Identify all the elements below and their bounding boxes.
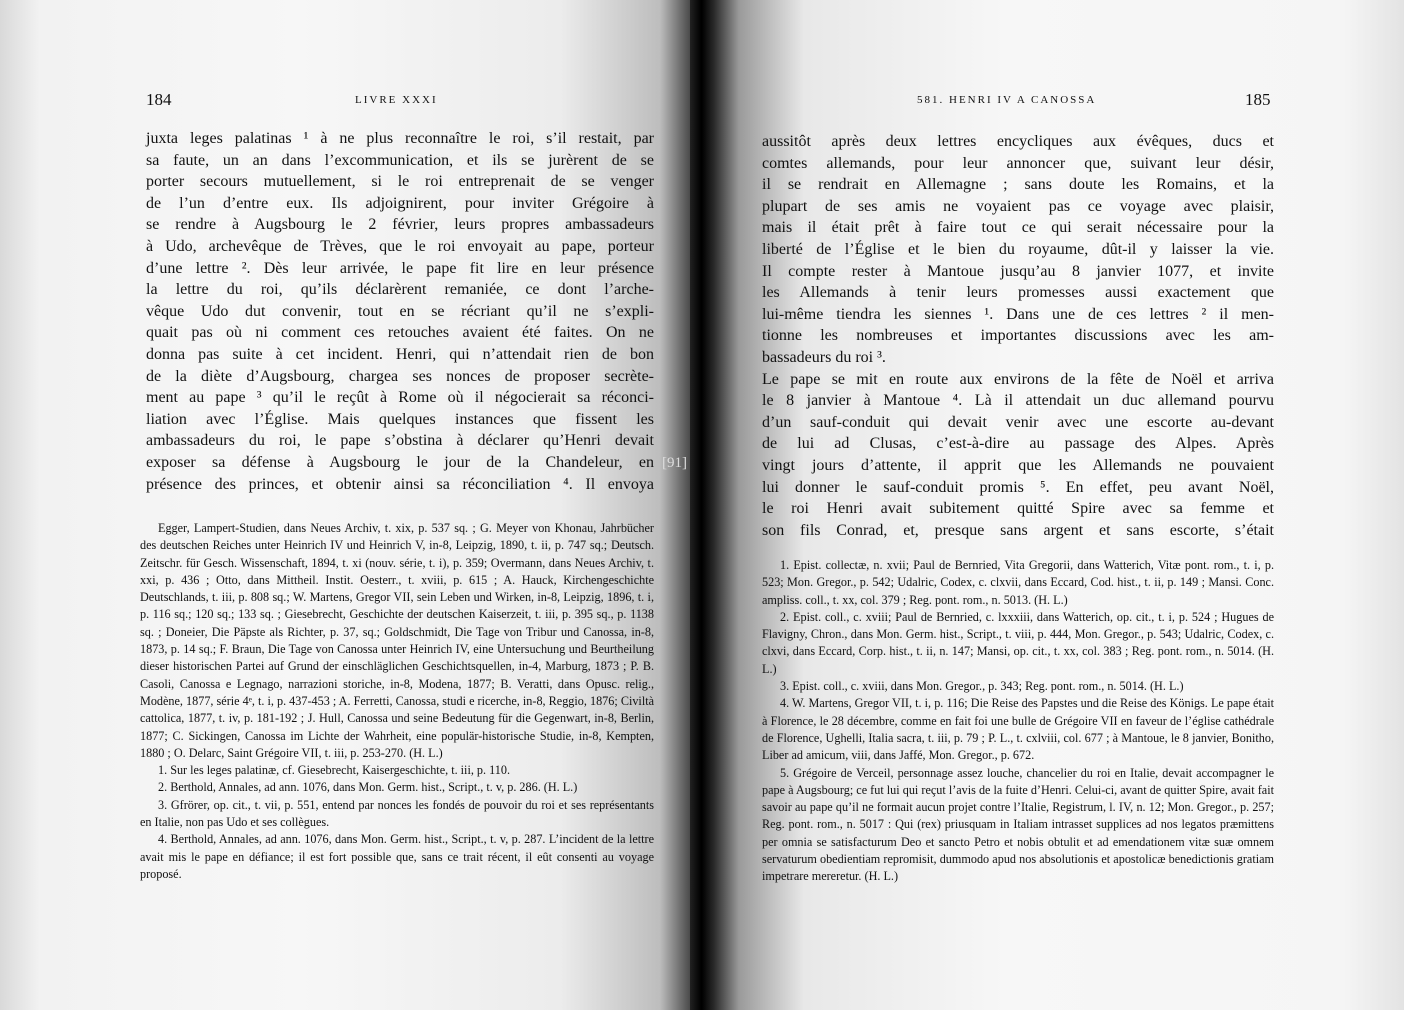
body-line: donna pas suite à cet incident. Henri, qui n’attendait rien de bon: [146, 345, 654, 363]
body-line: d’une lettre ². Dès leur arrivée, le pape fit lire en leur présence: [146, 259, 654, 277]
body-line: de lui ad Clusas, c’est-à-dire au passage des Alpes. Après: [762, 435, 1274, 453]
footnote-1: 1. Sur les leges palatinæ, cf. Giesebrecht, Kaisergeschichte, t. iii, p. 110.: [158, 763, 510, 778]
body-line: ambassadeurs du roi, le pape s’obstina à déclarer qu’Henri devait: [146, 432, 654, 450]
body-line: tionne les nombreuses et importantes discussions avec les am-: [762, 327, 1274, 345]
body-line: le roi Henri avait subitement quitté Spire avec sa femme et: [762, 500, 1274, 518]
footnote-2: 2. Berthold, Annales, ad ann. 1076, dans Mon. Germ. hist., Script., t. v, p. 286. (H. L.): [158, 780, 578, 795]
body-line: se rendre à Augsbourg le 2 février, leurs propres ambassadeurs: [146, 216, 654, 234]
body-line: ment au pape ³ qu’il le reçût à Rome où il négocierait sa réconci-: [146, 389, 654, 407]
left-body: [146, 128, 654, 495]
body-line: exposer sa défense à Augsbourg le jour de la Chandeleur, en: [146, 453, 654, 471]
body-line: vêque Udo dut convenir, tout en se récriant qu’il ne s’expli-: [146, 302, 654, 320]
footnote-2: 2. Epist. coll., c. xviii; Paul de Bernried, c. lxxxiii, dans Watterich, op. cit., t. i, p. 524 ; Hugues de Flavigny, Chron., dans Mon. Germ. hist., Script., t. viii, p. 444, Mon. Gregor., p. 543; Udalric, Codex, c. clxvi, dans Eccard, Corp. hist., t. ii, n. 147; Mansi, op. cit., t. xx, col. 383 ; Reg. pont. rom., n. 5014. (H. L.): [762, 609, 1274, 676]
body-line: Il compte rester à Mantoue jusqu’au 8 janvier 1077, et invite: [762, 262, 1274, 280]
body-line: aussitôt après deux lettres encycliques aux évêques, ducs et: [762, 133, 1274, 150]
body-line: mais il était prêt à faire tout ce qui serait nécessaire pour la: [762, 219, 1274, 237]
left-page-number: 184: [146, 90, 172, 109]
body-line: de la diète d’Augsbourg, chargea ses nonces de proposer secrète-: [146, 367, 654, 385]
left-footnotes: [140, 520, 654, 883]
body-line: de l’un d’entre eux. Ils adjoignirent, pour inviter Grégoire à: [146, 194, 654, 212]
footnote-3: 3. Gfrörer, op. cit., t. vii, p. 551, entend par nonces les fondés de pouvoir du roi et ses représentants en Italie, non pas Udo et ses collègues.: [140, 797, 654, 830]
body-line: à Udo, archevêque de Trèves, que le roi envoyait au pape, porteur: [146, 237, 654, 255]
body-line: lui-même tiendra les siennes ¹. Dans une de ces lettres ² il men-: [762, 305, 1274, 323]
footnote-4: 4. Berthold, Annales, ad ann. 1076, dans Mon. Germ. hist., Script., t. v, p. 287. L’incident de la lettre avait mis le pape en défiance; il est fort possible que, sans ce trait récent, il eût consenti au voyage proposé.: [140, 832, 654, 881]
body-line: vingt jours d’attente, il apprit que les Allemands ne pouvaient: [762, 456, 1274, 474]
body-line: les Allemands à tenir leurs promesses aussi exactement que: [762, 284, 1274, 302]
marginal-page-ref: [91]: [662, 455, 687, 471]
body-line: porter secours mutuellement, si le roi entreprenait de se venger: [146, 173, 654, 191]
right-footnotes: [762, 557, 1274, 886]
body-line: son fils Conrad, et, presque sans argent et sans escorte, s’était: [762, 521, 1274, 539]
body-line: le 8 janvier à Mantoue ⁴. Là il attendait un duc allemand pourvu: [762, 392, 1274, 410]
footnote-3: 3. Epist. coll., c. xviii, dans Mon. Gregor., p. 343; Reg. pont. rom., n. 5014. (H. L.): [780, 679, 1184, 694]
body-line: il se rendrait en Allemagne ; sans doute les Romains, et la: [762, 176, 1274, 194]
right-page: [702, 0, 1404, 1010]
body-line: bassadeurs du roi ³.: [762, 348, 886, 366]
right-body: [762, 131, 1274, 541]
body-line: liberté de l’Église et le bien du royaume, dût-il y laisser la vie.: [762, 240, 1274, 258]
body-line: sa faute, un an dans l’excommunication, et ils se jurèrent de se: [146, 151, 654, 169]
body-line: présence des princes, et obtenir ainsi sa réconciliation ⁴. Il envoya: [146, 475, 654, 493]
body-line: quait pas où ni comment ces retouches avaient été faites. On ne: [146, 324, 654, 342]
footnote-4: 4. W. Martens, Gregor VII, t. i, p. 116; Die Reise des Papstes und die Reise des Königs. Le pape était à Florence, le 28 décembre, comme en fait foi une bulle de Grégoire VII en faveur de l’église cathédrale de Florence, Ughelli, Italia sacra, t. iii, p. 79 ; P. L., t. cxlviii, col. 677 ; à Mantoue, le 8 janvier, Bonitho, Liber ad amicum, viii, dans Jaffé, Mon. Gregor., p. 672.: [762, 696, 1274, 763]
footnote-1: 1. Epist. collectæ, n. xvii; Paul de Bernried, Vita Gregorii, dans Watterich, Vitæ pont. rom., t. i, p. 523; Mon. Gregor., p. 542; Udalric, Codex, c. clxvii, dans Eccard, Cod. hist., t. ii, p. 149 ; Mansi. Conc. ampliss. coll., t. xx, col. 379 ; Reg. pont. rom., n. 5013. (H. L.): [762, 558, 1274, 607]
footnote-5: 5. Grégoire de Verceil, personnage assez louche, chancelier du roi en Italie, devait accompagner le pape à Augsbourg; ce fut lui qui reçut l’avis de la fuite d’Henri. Celui-ci, avant de quitter Spire, avait fait savoir au pape qu’il ne formait aucun projet contre l’Italie, Registrum, l. IV, n. 12; Mon. Gregor., p. 257; Reg. pont. rom., n. 5017 : Qui (rex) priusquam in Italiam intrasset supplices ad nos legatos præmittens per omnia se satisfacturum Deo et sancto Petro et nobis obtulit et ad emendationem vitæ suæ omnem servaturum obedientiam repromisit, dummodo apud nos absolutionis et apostolicæ benedictionis gratiam impetrare mereretur. (H. L.): [762, 765, 1274, 884]
left-running-head: LIVRE XXXI: [355, 94, 438, 106]
right-running-head: 581. HENRI IV A CANOSSA: [917, 94, 1097, 106]
body-line: Le pape se mit en route aux environs de la fête de Noël et arriva: [762, 370, 1274, 388]
body-line: liation avec l’Église. Mais quelques instances que fissent les: [146, 410, 654, 428]
body-line: plupart de ses amis ne voyaient pas ce voyage avec plaisir,: [762, 197, 1274, 215]
right-page-number: 185: [1245, 90, 1271, 109]
footnote-continued: Egger, Lampert-Studien, dans Neues Archiv, t. xix, p. 537 sq. ; G. Meyer von Khonau, Jahrbücher des deutschen Reiches unter Heinrich IV und Heinrich V, in-8, Leipzig, 1890, t. ii, p. 747 sq.; Deutsch. Zeitschr. für Gesch. Wissenschaft, 1894, t. xi (nouv. série, t. i), p. 359; Overmann, dans Neues Archiv, t. xxi, p. 436 ; Otto, dans Mittheil. Instit. Oesterr., t. xviii, p. 615 ; A. Hauck, Kirchengeschichte Deutschlands, t. iii, p. 808 sq.; W. Martens, Gregor VII, sein Leben und Wirken, in-8, Leipzig, 1896, t. i, p. 116 sq.; 120 sq.; 133 sq. ; Giesebrecht, Geschichte der deutschen Kaiserzeit, t. iii, p. 395 sq., p. 1138 sq. ; Doneier, Die Päpste als Richter, p. 37, sq.; Goldschmidt, Die Tage von Tribur und Canossa, in-8, 1873, p. 14 sq.; F. Braun, Die Tage von Canossa unter Heinrich IV, eine Untersuchung und Beurtheilung dieser historischen Partei auf Grund der einschläglichen Geschichtsquellen, in-4, Marburg, 1873 ; P. B. Casoli, Canossa e Legnago, narrazioni storiche, in-8, Modena, 1877; B. Veratti, dans Opusc. relig., Modène, 1877, série 4ᵉ, t. i, p. 437-453 ; A. Ferretti, Canossa, studi e ricerche, in-8, Reggio, 1876; Civiltà cattolica, 1877, t. iv, p. 181-192 ; J. Hull, Canossa und seine Bedeutung für die Gegenwart, in-8, Berlin, 1877; C. Sickingen, Canossa im Lichte der Wahrheit, eine populär-historische Studie, in-8, Kempten, 1880 ; O. Delarc, Saint Grégoire VII, t. iii, p. 253-270. (H. L.): [140, 521, 654, 760]
body-line: la lettre du roi, qu’ils déclarèrent remaniée, ce dont l’arche-: [146, 281, 654, 299]
body-line: comtes allemands, pour leur annoncer que, suivant leur désir,: [762, 154, 1274, 172]
body-line: d’un sauf-conduit qui devait venir avec une escorte au-devant: [762, 413, 1274, 431]
body-line: lui donner le sauf-conduit promis ⁵. En effet, peu avant Noël,: [762, 478, 1274, 496]
body-line: juxta leges palatinas ¹ à ne plus reconnaître le roi, s’il restait, par: [146, 130, 654, 147]
